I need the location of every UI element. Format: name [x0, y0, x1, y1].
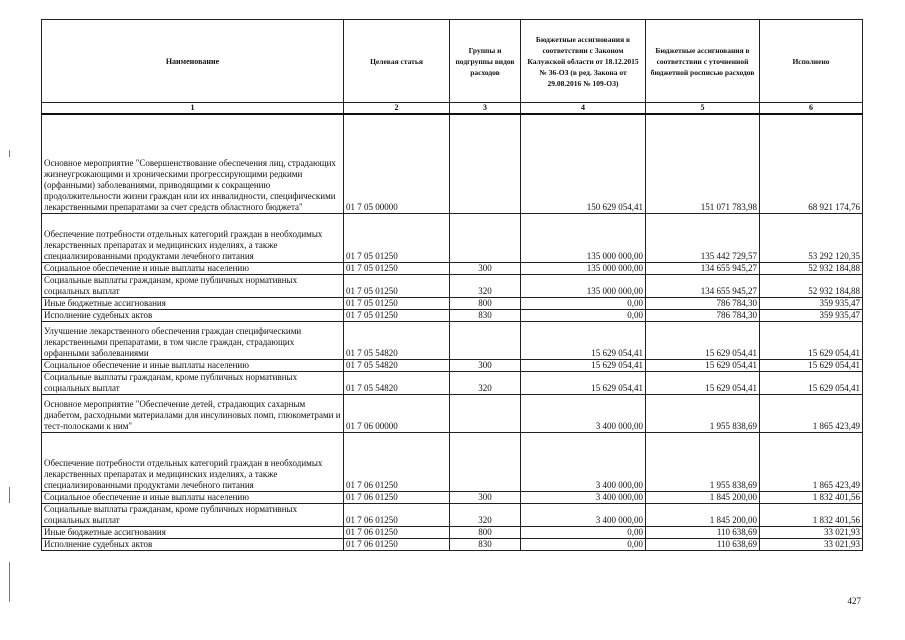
- amount-refined: 15 629 054,41: [646, 371, 760, 394]
- expense-group-code: 300: [450, 359, 521, 371]
- amount-refined: 135 442 729,57: [646, 213, 760, 262]
- amount-refined: 110 638,69: [646, 538, 760, 550]
- amount-executed: 359 935,47: [760, 297, 863, 309]
- amount-law: 0,00: [521, 309, 646, 321]
- target-article-code: 01 7 06 01250: [344, 503, 450, 526]
- table-row: [42, 262, 863, 274]
- amount-law: 150 629 054,41: [521, 114, 646, 213]
- amount-refined: 151 071 783,98: [646, 114, 760, 213]
- column-number: 5: [646, 103, 760, 115]
- table-body: [42, 114, 863, 550]
- table-row: [42, 371, 863, 394]
- amount-executed: 1 832 401,56: [760, 491, 863, 503]
- target-article-code: 01 7 05 54820: [344, 371, 450, 394]
- scan-mark: [9, 487, 10, 503]
- amount-executed: 33 021,93: [760, 526, 863, 538]
- target-article-code: 01 7 06 00000: [344, 394, 450, 432]
- amount-refined: 110 638,69: [646, 526, 760, 538]
- amount-refined: 15 629 054,41: [646, 321, 760, 359]
- amount-executed: 33 021,93: [760, 538, 863, 550]
- table-row: [42, 503, 863, 526]
- target-article-code: 01 7 06 01250: [344, 432, 450, 491]
- scan-mark: [9, 150, 10, 157]
- expense-group-code: 320: [450, 503, 521, 526]
- column-number-row: [42, 103, 863, 115]
- header-expense-groups: Группы и подгруппы видов расходов: [450, 20, 521, 103]
- target-article-code: 01 7 06 01250: [344, 538, 450, 550]
- amount-refined: 1 845 200,00: [646, 503, 760, 526]
- row-name: Иные бюджетные ассигнования: [42, 526, 344, 538]
- amount-executed: 15 629 054,41: [760, 321, 863, 359]
- expense-group-code: 800: [450, 297, 521, 309]
- expense-group-code: [450, 114, 521, 213]
- amount-law: 0,00: [521, 538, 646, 550]
- table-row: [42, 321, 863, 359]
- budget-execution-table: [41, 19, 863, 551]
- amount-executed: 1 865 423,49: [760, 394, 863, 432]
- table-row: [42, 538, 863, 550]
- expense-group-code: 800: [450, 526, 521, 538]
- amount-law: 3 400 000,00: [521, 432, 646, 491]
- row-name: Основное мероприятие "Обеспечение детей, страдающих сахарным диабетом, расходными материалами для инсулиновых помп, глюкометрами и тест-полосками к ним": [42, 394, 344, 432]
- target-article-code: 01 7 05 54820: [344, 359, 450, 371]
- amount-refined: 134 655 945,27: [646, 274, 760, 297]
- table-row: [42, 394, 863, 432]
- target-article-code: 01 7 05 01250: [344, 297, 450, 309]
- target-article-code: 01 7 05 01250: [344, 309, 450, 321]
- amount-law: 15 629 054,41: [521, 321, 646, 359]
- amount-refined: 786 784,30: [646, 309, 760, 321]
- target-article-code: 01 7 05 01250: [344, 274, 450, 297]
- expense-group-code: [450, 394, 521, 432]
- amount-executed: 1 832 401,56: [760, 503, 863, 526]
- column-number: 6: [760, 103, 863, 115]
- header-name: Наименование: [42, 20, 344, 103]
- table-row: [42, 359, 863, 371]
- expense-group-code: [450, 213, 521, 262]
- row-name: Социальное обеспечение и иные выплаты населению: [42, 262, 344, 274]
- expense-group-code: 300: [450, 262, 521, 274]
- amount-law: 3 400 000,00: [521, 491, 646, 503]
- row-name: Социальные выплаты гражданам, кроме публичных нормативных социальных выплат: [42, 371, 344, 394]
- row-name: Обеспечение потребности отдельных категорий граждан в необходимых лекарственных препаратах и медицинских изделиях, а также специализированными продуктами лечебного питания: [42, 432, 344, 491]
- table-row: [42, 114, 863, 213]
- amount-executed: 52 932 184,88: [760, 274, 863, 297]
- amount-law: 135 000 000,00: [521, 213, 646, 262]
- row-name: Исполнение судебных актов: [42, 538, 344, 550]
- header-assignments-law: Бюджетные ассигнования в соответствии с Законом Калужской области от 18.12.2015 № 36-ОЗ (в ред. Закона от 29.08.2016 № 109-ОЗ): [521, 20, 646, 103]
- amount-refined: 1 955 838,69: [646, 394, 760, 432]
- row-name: Социальные выплаты гражданам, кроме публичных нормативных социальных выплат: [42, 503, 344, 526]
- expense-group-code: 300: [450, 491, 521, 503]
- target-article-code: 01 7 06 01250: [344, 491, 450, 503]
- expense-group-code: 320: [450, 371, 521, 394]
- header-executed: Исполнено: [760, 20, 863, 103]
- amount-refined: 15 629 054,41: [646, 359, 760, 371]
- amount-law: 3 400 000,00: [521, 503, 646, 526]
- page-number: 427: [847, 596, 861, 606]
- row-name: Социальное обеспечение и иные выплаты населению: [42, 491, 344, 503]
- target-article-code: 01 7 05 01250: [344, 262, 450, 274]
- table-row: [42, 274, 863, 297]
- target-article-code: 01 7 05 54820: [344, 321, 450, 359]
- target-article-code: 01 7 05 01250: [344, 213, 450, 262]
- amount-law: 15 629 054,41: [521, 359, 646, 371]
- expense-group-code: 830: [450, 538, 521, 550]
- row-name: Основное мероприятие "Совершенствование обеспечения лиц, страдающих жизнеугрожающими и хроническими прогрессирующими редкими (орфанными) заболеваниями, приводящими к сокращению продолжительности жизни граждан или их инвалидности, специфическими лекарственными препаратами за счет средств областного бюджета": [42, 114, 344, 213]
- amount-law: 135 000 000,00: [521, 262, 646, 274]
- expense-group-code: [450, 321, 521, 359]
- amount-executed: 53 292 120,35: [760, 213, 863, 262]
- amount-executed: 1 865 423,49: [760, 432, 863, 491]
- amount-law: 135 000 000,00: [521, 274, 646, 297]
- amount-law: 3 400 000,00: [521, 394, 646, 432]
- amount-executed: 68 921 174,76: [760, 114, 863, 213]
- table-row: [42, 297, 863, 309]
- header-target-article: Целевая статья: [344, 20, 450, 103]
- target-article-code: 01 7 05 00000: [344, 114, 450, 213]
- row-name: Обеспечение потребности отдельных категорий граждан в необходимых лекарственных препаратах и медицинских изделиях, а также специализированными продуктами лечебного питания: [42, 213, 344, 262]
- column-number: 4: [521, 103, 646, 115]
- column-number: 1: [42, 103, 344, 115]
- amount-executed: 52 932 184,88: [760, 262, 863, 274]
- amount-refined: 1 845 200,00: [646, 491, 760, 503]
- amount-law: 0,00: [521, 297, 646, 309]
- target-article-code: 01 7 06 01250: [344, 526, 450, 538]
- table-row: [42, 526, 863, 538]
- amount-refined: 1 955 838,69: [646, 432, 760, 491]
- expense-group-code: [450, 432, 521, 491]
- row-name: Социальные выплаты гражданам, кроме публичных нормативных социальных выплат: [42, 274, 344, 297]
- amount-executed: 15 629 054,41: [760, 371, 863, 394]
- row-name: Улучшение лекарственного обеспечения граждан специфическими лекарственными препаратами, в том числе граждан, страдающих орфанными заболеваниями: [42, 321, 344, 359]
- amount-refined: 134 655 945,27: [646, 262, 760, 274]
- amount-refined: 786 784,30: [646, 297, 760, 309]
- row-name: Социальное обеспечение и иные выплаты населению: [42, 359, 344, 371]
- scan-mark: [9, 562, 10, 602]
- expense-group-code: 830: [450, 309, 521, 321]
- table-row: [42, 491, 863, 503]
- amount-executed: 359 935,47: [760, 309, 863, 321]
- table-row: [42, 213, 863, 262]
- table-row: [42, 309, 863, 321]
- row-name: Иные бюджетные ассигнования: [42, 297, 344, 309]
- amount-executed: 15 629 054,41: [760, 359, 863, 371]
- amount-law: 15 629 054,41: [521, 371, 646, 394]
- table-header-row: [42, 20, 863, 103]
- amount-law: 0,00: [521, 526, 646, 538]
- table-row: [42, 432, 863, 491]
- header-assignments-refined: Бюджетные ассигнования в соответствии с уточненной бюджетной росписью расходов: [646, 20, 760, 103]
- column-number: 3: [450, 103, 521, 115]
- row-name: Исполнение судебных актов: [42, 309, 344, 321]
- expense-group-code: 320: [450, 274, 521, 297]
- column-number: 2: [344, 103, 450, 115]
